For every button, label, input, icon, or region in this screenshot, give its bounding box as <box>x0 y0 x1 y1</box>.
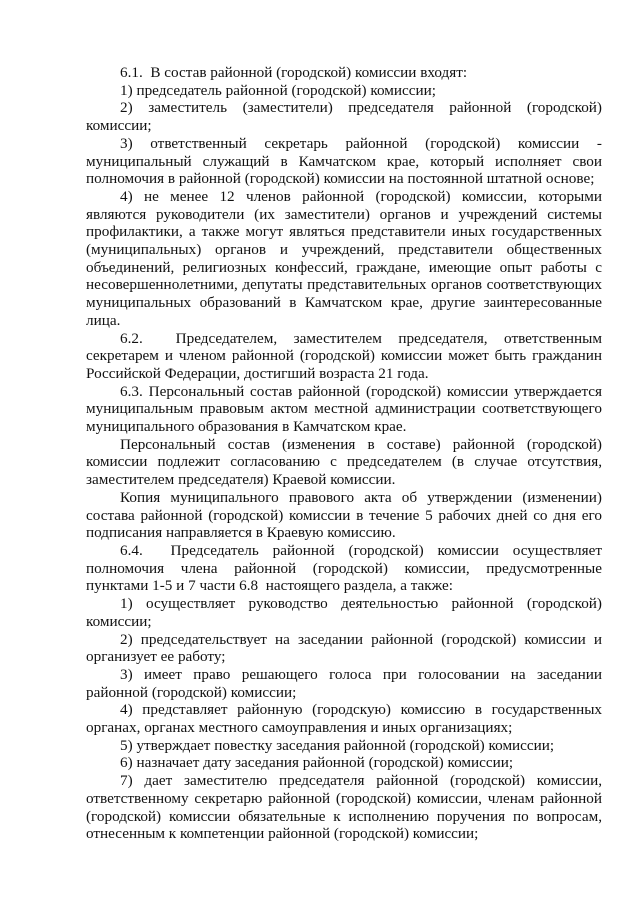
paragraph: 6) назначает дату заседания районной (городской) комиссии; <box>120 754 514 772</box>
paragraph: 4) не менее 12 членов районной (городской) комиссии, которыми являются руководители (их заместители) органов и учреждений системы профилактики, а также могут являться представители иных государственных (муниципальных) органов и учреждений, представители общественных объединений, религиозных конфессий, граждане, имеющие опыт работы с несовершеннолетними, депутаты представительных органов соответствующих муниципальных образований в Камчатском крае, другие заинтересованные лица. <box>86 187 606 329</box>
paragraph: 6.3. Персональный состав районной (городской) комиссии утверждается муниципальным правовым актом местной администрации соответствующего муниципального образования в Камчатском крае. <box>86 382 606 436</box>
paragraph: Копия муниципального правового акта об утверждении (изменении) состава районной (городской) комиссии в течение 5 рабочих дней со дня его подписания направляется в Краевую комиссию. <box>86 488 606 542</box>
paragraph: 6.4. Председатель районной (городской) комиссии осуществляет полномочия члена районной (городской) комиссии, предусмотренные пунктами 1-5 и 7 части 6.8 настоящего раздела, а также: <box>86 541 606 595</box>
paragraph: 6.1. В состав районной (городской) комиссии входят: <box>120 64 468 81</box>
paragraph: 7) дает заместителю председателя районной (городской) комиссии, ответственному секретарю районной (городской) комиссии, членам районной (городской) комиссии обязательные к исполнению поручения по вопросам, отнесенным к компетенции районной (городской) комиссии; <box>86 772 606 843</box>
paragraph: 2) председательствует на заседании районной (городской) комиссии и организует ее работу; <box>86 630 606 666</box>
paragraph: 1) осуществляет руководство деятельностью районной (городской) комиссии; <box>86 595 606 630</box>
paragraph: 5) утверждает повестку заседания районной (городской) комиссии; <box>120 736 555 754</box>
paragraph: 6.2. Председателем, заместителем председателя, ответственным секретарем и членом районной (городской) комиссии может быть гражданин Российской Федерации, достигший возраста 21 года. <box>86 329 606 382</box>
paragraph: 1) председатель районной (городской) комиссии; <box>120 81 436 99</box>
document-body <box>86 64 606 843</box>
paragraph: 2) заместитель (заместители) председателя районной (городской) комиссии; <box>86 99 606 135</box>
paragraph: 3) ответственный секретарь районной (городской) комиссии - муниципальный служащий в Камчатском крае, который исполняет свои полномочия в районной (городской) комиссии на постоянной штатной основе; <box>86 134 606 188</box>
paragraph: 4) представляет районную (городскую) комиссию в государственных органах, органах местного самоуправления и иных организациях; <box>86 701 606 737</box>
paragraph: 3) имеет право решающего голоса при голосовании на заседании районной (городской) комиссии; <box>86 665 606 701</box>
paragraph: Персональный состав (изменения в составе) районной (городской) комиссии подлежит согласованию с председателем (в случае отсутствия, заместителем председателя) Краевой комиссии. <box>86 435 606 489</box>
